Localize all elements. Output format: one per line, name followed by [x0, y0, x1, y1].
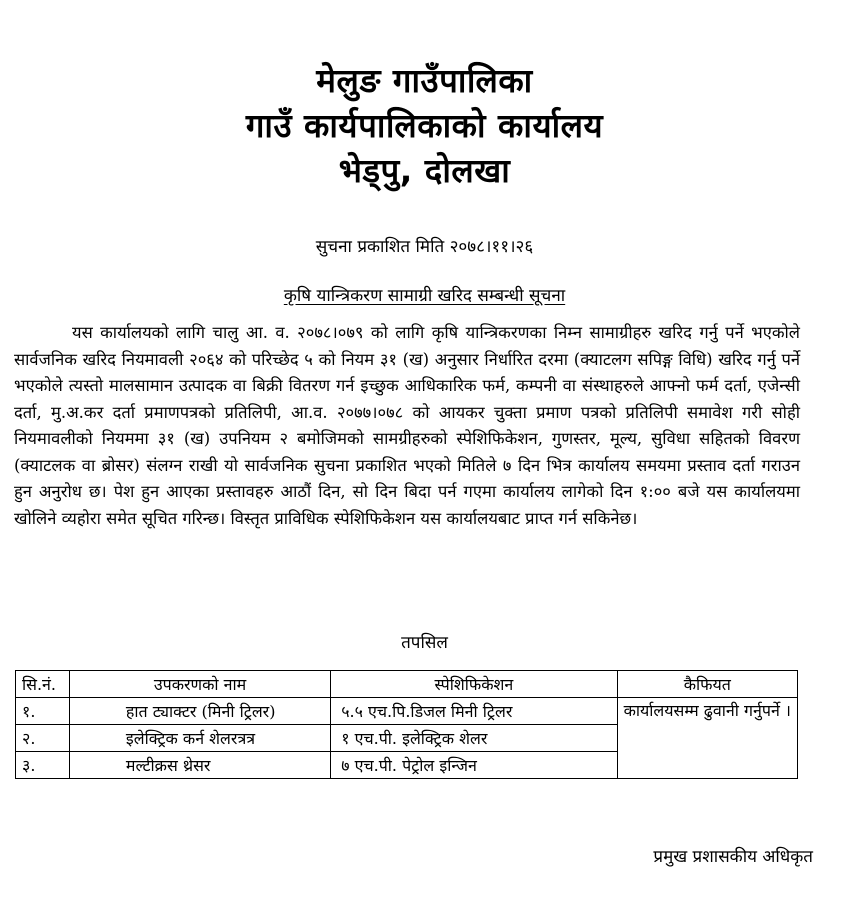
notice-subject-text: कृषि यान्त्रिकरण सामाग्री खरिद सम्बन्धी सूचना [283, 286, 566, 306]
col-header-specification: स्पेशिफिकेशन [331, 671, 617, 698]
schedule-heading: तपसिल [401, 633, 448, 653]
row-equipment-name: मल्टीक्रस थ्रेसर [69, 752, 330, 779]
row-serial: ३. [16, 752, 70, 779]
col-header-serial: सि.नं. [16, 671, 70, 698]
col-header-equipment: उपकरणको नाम [69, 671, 330, 698]
equipment-table [15, 670, 798, 779]
row-specification: ५.५ एच.पि.डिजल मिनी ट्रिलर [331, 698, 617, 725]
row-serial: १. [16, 698, 70, 725]
notice-body: यस कार्यालयको लागि चालु आ. व. २०७८।०७९ को लागि कृषि यान्त्रिकरणका निम्न सामाग्रीहरु खरिद गर्नु पर्ने भएकोले सार्वजनिक खरिद नियमावली २०६४ को परिच्छेद ५ को नियम ३१ (ख) अनुसार निर्धारित दरमा (क्याटलग सपिङ्ग विधि) खरिद गर्नु पर्ने भएकोले त्यस्तो मालसामान उत्पादक वा बिक्री वितरण गर्न इच्छुक आधिकारिक फर्म, कम्पनी वा संस्थाहरुले आफ्नो फर्म दर्ता, एजेन्सी दर्ता, मु.अ.कर दर्ता प्रमाणपत्रको प्रतिलिपी, आ.व. २०७७।०७८ को आयकर चुक्ता प्रमाण पत्रको प्रतिलिपी समावेश गरी सोही नियमावलीको नियममा ३१ (ख) उपनियम २ बमोजिमको सामग्रीहरुको स्पेशिफिकेशन, गुणस्तर, मूल्य, सुविधा सहितको विवरण (क्याटलक वा ब्रोसर) संलग्न राखी यो सार्वजनिक सुचना प्रकाशित भएको मितिले ७ दिन भित्र कार्यालय समयमा प्रस्ताव दर्ता गराउन हुन अनुरोध छ। पेश हुन आएका प्रस्तावहरु आठौं दिन, सो दिन बिदा पर्न गएमा कार्यालय लागेको दिन १:०० बजे यस कार्यालयमा खोलिने व्यहोरा समेत सूचित गरिन्छ। विस्तृत प्राविधिक स्पेशिफिकेशन यस कार्यालयबाट प्राप्त गर्न सकिनेछ। [14, 323, 800, 528]
table-row [16, 698, 798, 725]
office-name: गाउँ कार्यपालिकाको कार्यालय [245, 106, 604, 145]
row-serial: २. [16, 725, 70, 752]
notice-date: सुचना प्रकाशित मिति २०७८।११।२६ [315, 237, 534, 257]
municipality-name: मेलुङ गाउँपालिका [316, 61, 533, 100]
table-header-row [16, 671, 798, 698]
row-specification: ७ एच.पी. पेट्रोल इन्जिन [331, 752, 617, 779]
col-header-remarks: कैफियत [617, 671, 797, 698]
signatory-title: प्रमुख प्रशासकीय अधिकृत [653, 847, 813, 867]
office-address: भेड्पु, दोलखा [338, 151, 511, 190]
row-specification: १ एच.पी. इलेक्ट्रिक शेलर [331, 725, 617, 752]
row-equipment-name: इलेक्ट्रिक कर्न शेलरत्रत्र [69, 725, 330, 752]
office-header [0, 58, 849, 193]
row-remarks: कार्यालयसम्म ढुवानी गर्नुपर्ने । [617, 698, 797, 779]
notice-subject [0, 283, 849, 306]
row-equipment-name: हात ट्याक्टर (मिनी ट्रिलर) [69, 698, 330, 725]
